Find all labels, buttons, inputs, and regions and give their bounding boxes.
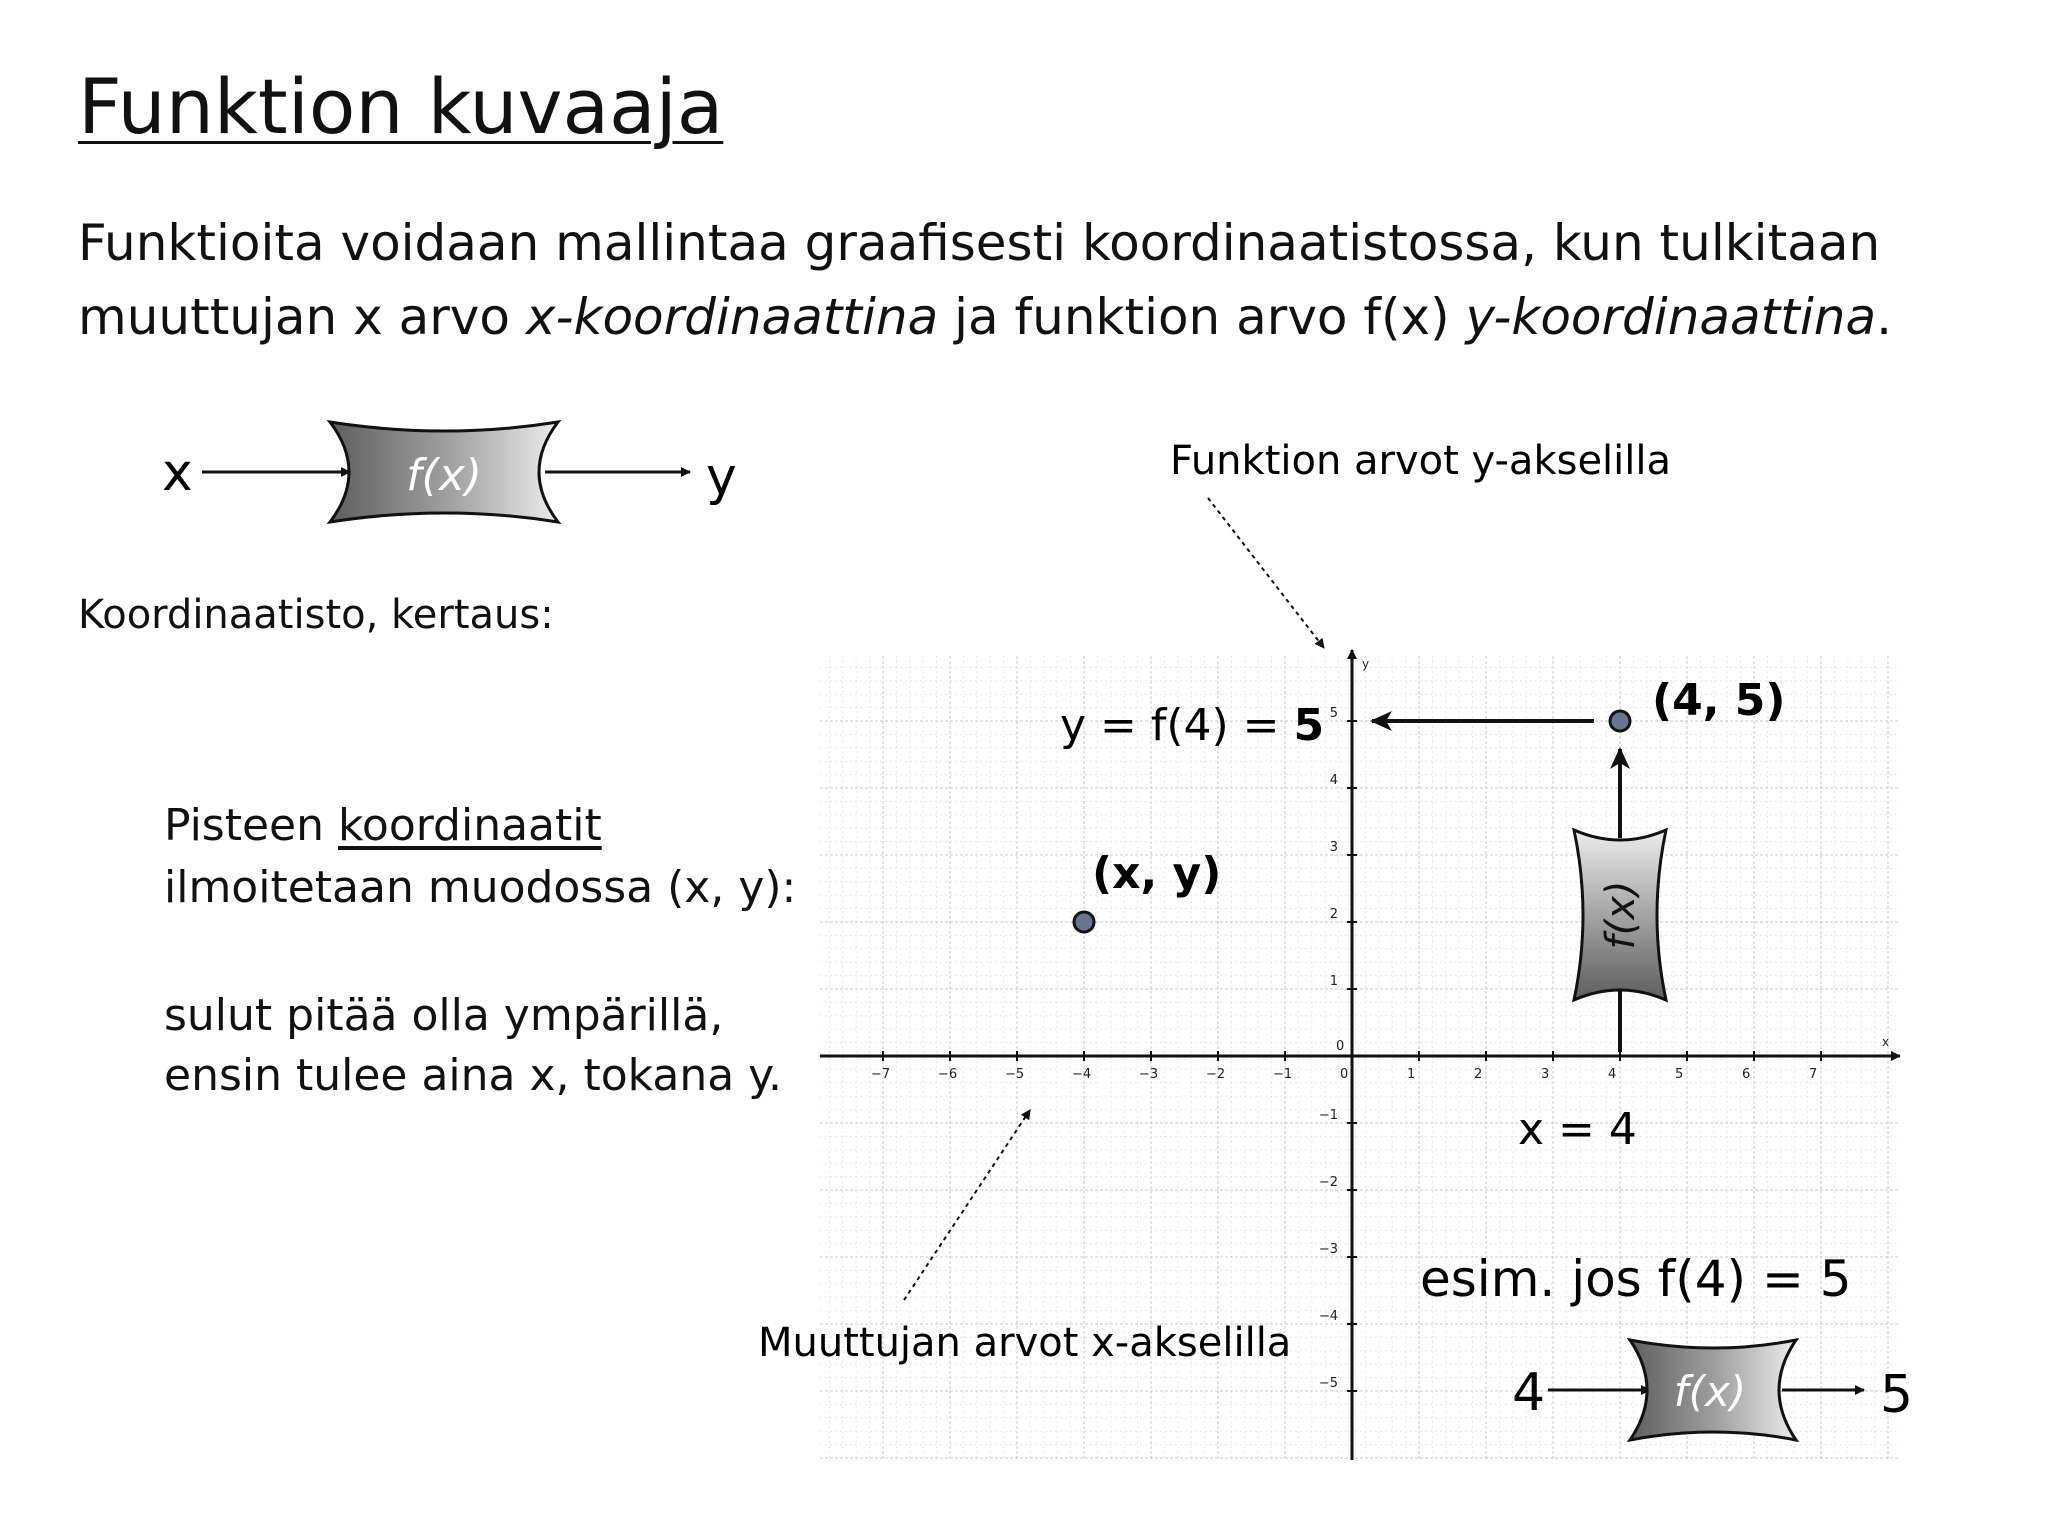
rule-line-2: ensin tulee aina x, tokana y. — [164, 1050, 782, 1101]
y-value-result: 5 — [1293, 700, 1325, 751]
x-tick-label: −2 — [1206, 1067, 1226, 1082]
y-tick-label: 2 — [1329, 907, 1338, 922]
y-tick-label: −5 — [1318, 1376, 1338, 1391]
y-tick-label: 3 — [1329, 840, 1338, 855]
y-axis-note: Funktion arvot y-akselilla — [1170, 438, 1672, 484]
y-tick-label: −2 — [1318, 1175, 1338, 1190]
x-tick-label: −7 — [871, 1067, 891, 1082]
origin-label: 0 — [1336, 1039, 1345, 1054]
machine-bottom-label: f(x) — [1673, 1367, 1747, 1416]
rule-line-1: sulut pitää olla ympärillä, — [164, 990, 724, 1041]
y-tick-label: −3 — [1318, 1242, 1338, 1257]
x-tick-label: −4 — [1072, 1067, 1092, 1082]
page-title: Funktion kuvaaja — [78, 62, 724, 151]
machine-top-input: x — [162, 443, 193, 503]
x-tick-label: 1 — [1407, 1067, 1416, 1082]
example-label: esim. jos f(4) = 5 — [1420, 1250, 1852, 1308]
machine-vertical-label: f(x) — [1598, 880, 1644, 950]
point-text: Pisteen — [164, 800, 338, 851]
y-tick-label: 4 — [1329, 773, 1338, 788]
intro-text: muuttujan x arvo — [78, 288, 526, 346]
x-axis-note-arrow — [904, 1110, 1030, 1300]
y-tick-label: 1 — [1329, 974, 1338, 989]
y-value-label — [1060, 700, 1324, 751]
x-tick-label: 6 — [1742, 1067, 1751, 1082]
intro-text: . — [1876, 288, 1892, 346]
x-tick-label: 2 — [1474, 1067, 1483, 1082]
x-axis-label: x — [1882, 1035, 1890, 1049]
machine-bottom-input: 4 — [1512, 1363, 1546, 1423]
x-value-label: x = 4 — [1518, 1104, 1637, 1155]
y-tick-label: 5 — [1329, 706, 1338, 721]
y-axis-note-arrow — [1208, 498, 1324, 648]
point-generic — [1074, 912, 1094, 932]
x-tick-label: 5 — [1675, 1067, 1684, 1082]
y-tick-label: −1 — [1318, 1108, 1338, 1123]
intro-x-coordinate-term: x-koordinaattina — [525, 288, 939, 346]
x-axis-note: Muuttujan arvot x-akselilla — [758, 1320, 1292, 1366]
review-label: Koordinaatisto, kertaus: — [78, 592, 554, 638]
y-value-text: y = f(4) = — [1060, 700, 1294, 751]
point-generic-label: (x, y) — [1092, 848, 1222, 899]
x-tick-label: 3 — [1541, 1067, 1550, 1082]
point-text-line-2: ilmoitetaan muodossa (x, y): — [164, 862, 797, 913]
x-tick-label: −3 — [1139, 1067, 1159, 1082]
intro-text: ja funktion arvo f(x) — [938, 288, 1466, 346]
y-axis-label: y — [1362, 657, 1370, 671]
machine-bottom-output: 5 — [1880, 1365, 1914, 1425]
x-tick-label: −5 — [1005, 1067, 1025, 1082]
coordinates-term: koordinaatit — [337, 800, 602, 851]
intro-line-1: Funktioita voidaan mallintaa graafisesti koordinaatistossa, kun tulkitaan — [78, 214, 1881, 272]
point-4-5 — [1610, 711, 1630, 731]
x-tick-label: 0 — [1340, 1067, 1349, 1082]
intro-y-coordinate-term: y-koordinaattina — [1465, 288, 1877, 346]
x-tick-label: −1 — [1273, 1067, 1293, 1082]
point-4-5-label: (4, 5) — [1652, 675, 1786, 726]
machine-top-output: y — [706, 447, 737, 507]
x-tick-label: 4 — [1608, 1067, 1617, 1082]
y-tick-label: −4 — [1318, 1309, 1338, 1324]
x-tick-label: −6 — [938, 1067, 958, 1082]
machine-top-label: f(x) — [406, 450, 482, 501]
x-tick-label: 7 — [1809, 1067, 1818, 1082]
